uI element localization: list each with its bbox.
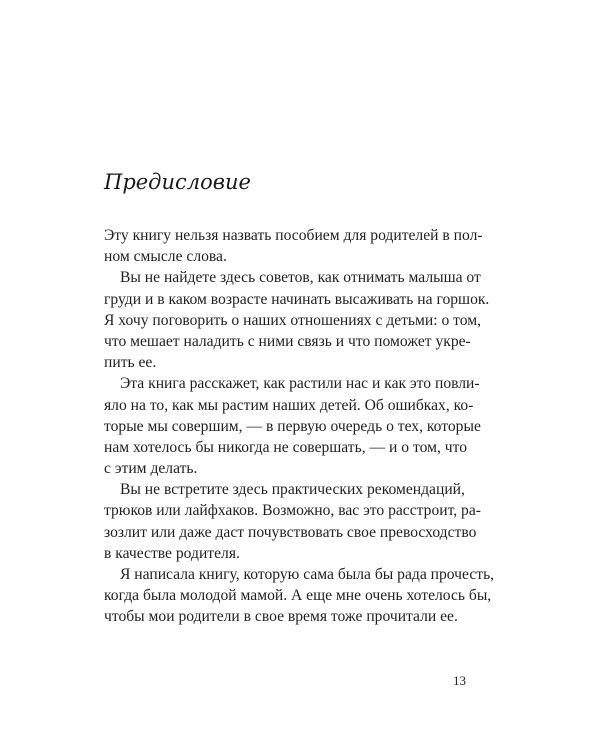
text-line: ном смысле слова. (104, 248, 227, 266)
text-line: в качестве родителя. (104, 544, 240, 562)
body-text (104, 225, 495, 628)
text-line: чтобы мои родители в свое время тоже прочитали ее. (104, 608, 458, 626)
text-line: трюков или лайфхаков. Возможно, вас это расстроит, ра- (104, 502, 481, 520)
text-line: пить ее. (104, 354, 157, 372)
text-line: с этим делать. (104, 460, 198, 478)
text-line: Вы не найдете здесь советов, как отнимать малыша от (120, 269, 481, 287)
text-line: яло на то, как мы растим наших детей. Об ошибках, ко- (104, 396, 474, 414)
page-number: 13 (453, 673, 466, 688)
text-line: Я хочу поговорить о наших отношениях с детьми: о том, (104, 311, 482, 329)
text-line: Вы не встретите здесь практических рекомендаций, (120, 481, 465, 499)
text-line: Я написала книгу, которую сама была бы рада прочесть, (120, 566, 495, 583)
text-line: нам хотелось бы никогда не совершать, — и о том, что (104, 438, 467, 456)
text-line: когда была молодой мамой. А еще мне очень хотелось бы, (104, 587, 492, 605)
text-line: торые мы совершим, — в первую очередь о тех, которые (104, 417, 481, 435)
text-line: что мешает наладить с ними связь и что поможет укре- (104, 332, 471, 350)
text-line: груди и в каком возрасте начинать высаживать на горшок. (104, 290, 490, 308)
chapter-title: Предисловие (104, 170, 251, 194)
text-line: Эта книга расскажет, как растили нас и как это повли- (120, 375, 480, 393)
text-line: Эту книгу нельзя назвать пособием для родителей в пол- (104, 227, 483, 244)
text-line: зозлит или даже даст почувствовать свое превосходство (104, 523, 477, 541)
